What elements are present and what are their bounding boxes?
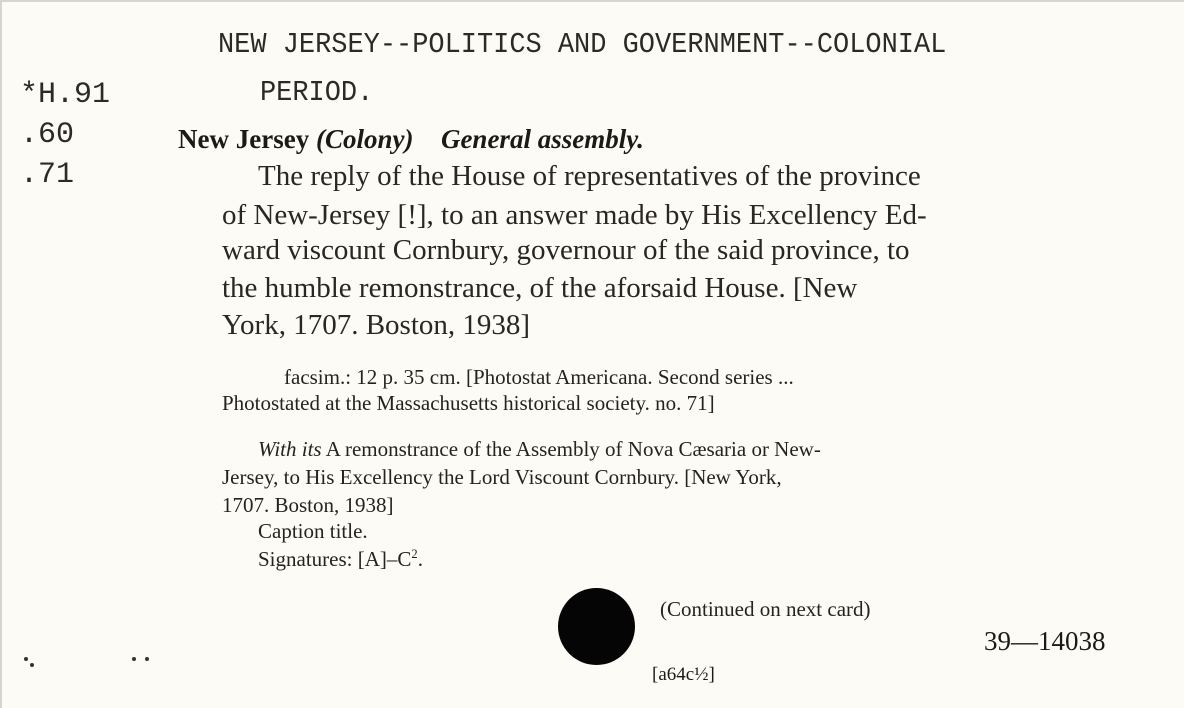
card-number: 39—14038 [984, 626, 1106, 656]
collation-line-2: Photostated at the Massachusetts historical society. no. 71] [222, 391, 715, 415]
call-number-line-2: .60 [20, 118, 75, 152]
signatures-end: . [417, 547, 423, 571]
title-line-2: of New-Jersey [!], to an answer made by His Excellency Ed- [222, 199, 927, 231]
speck [24, 657, 28, 661]
with-note-lead: With its [258, 437, 322, 461]
speck [132, 657, 136, 661]
with-note-text-1: A remonstrance of the Assembly of Nova Cæsaria or New- [321, 437, 821, 461]
main-entry-qualifier: (Colony) [315, 124, 414, 154]
signatures-label: Signatures: [258, 547, 358, 571]
main-entry-subdivision: General assembly. [440, 124, 644, 154]
collation-line-1: facsim.: 12 p. 35 cm. [Photostat Americana. Second series ... [284, 365, 794, 389]
title-line-4: the humble remonstrance, of the aforsaid House. [New [222, 272, 858, 304]
with-note-line-3: 1707. Boston, 1938] [222, 493, 394, 517]
speck [145, 657, 149, 661]
main-entry [178, 124, 644, 155]
main-entry-name: New Jersey [178, 124, 310, 154]
printer-code: [a64c½] [652, 664, 715, 685]
title-line-1: The reply of the House of representatives of the province [258, 160, 921, 192]
subject-heading-line-2: PERIOD. [260, 76, 374, 109]
title-line-3: ward viscount Cornbury, governour of the said province, to [222, 234, 910, 266]
title-line-5: York, 1707. Boston, 1938] [222, 309, 531, 341]
speck [30, 663, 34, 667]
continued-note: (Continued on next card) [660, 597, 871, 621]
signatures-superscript: 2 [411, 547, 418, 561]
with-note-line-2: Jersey, to His Excellency the Lord Viscount Cornbury. [New York, [222, 465, 782, 489]
signatures-value: [A]–C [357, 547, 412, 571]
caption-note: Caption title. [258, 519, 368, 543]
call-number-line-1: *H.91 [20, 78, 111, 112]
signatures-note [258, 546, 423, 572]
call-number-line-3: .71 [20, 158, 75, 192]
with-note-line-1 [258, 436, 821, 462]
punch-hole [558, 588, 635, 665]
subject-heading-line-1: NEW JERSEY--POLITICS AND GOVERNMENT--COLONIAL [218, 28, 947, 61]
